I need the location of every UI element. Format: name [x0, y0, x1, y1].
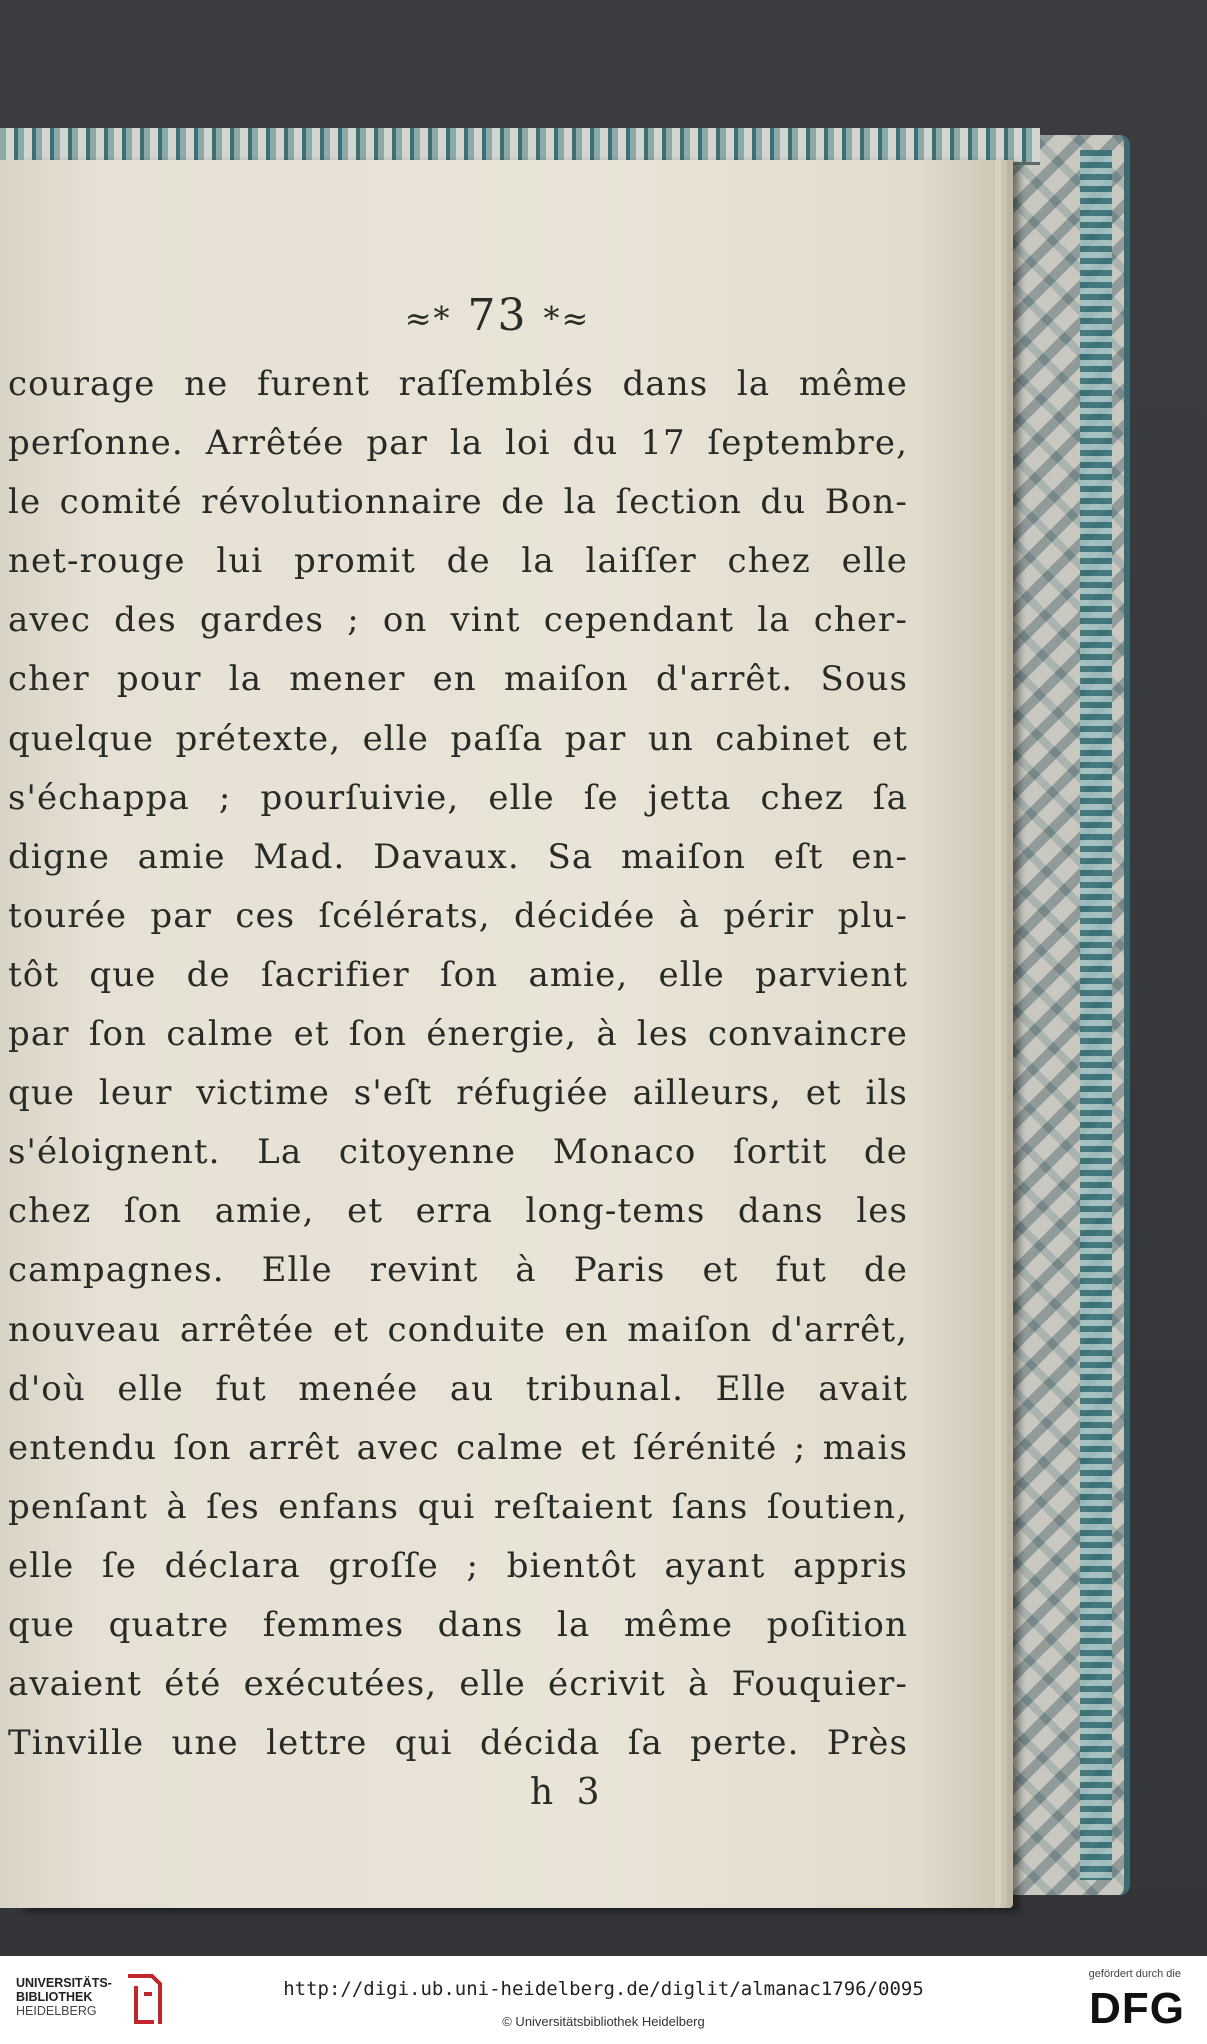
- library-name-line1: UNIVERSITÄTS-: [16, 1976, 112, 1990]
- header-ornament-right: *≈: [543, 299, 591, 338]
- sponsor-note: gefördert durch die: [1088, 1968, 1181, 1980]
- text-line: penſant à ſes enfans qui reſtaient ſans ſoutien,: [8, 1486, 908, 1527]
- cover-spine: [1080, 150, 1112, 1880]
- text-line: tôt que de ſacrifier ſon amie, elle parvient: [8, 954, 908, 995]
- text-line: d'où elle fut menée au tribunal. Elle avait: [8, 1368, 908, 1409]
- text-line: avec des gardes ; on vint cependant la cher-: [8, 600, 908, 641]
- text-line: Tinville une lettre qui décida ſa perte. Près: [8, 1723, 908, 1764]
- text-line: s'éloignent. La citoyenne Monaco ſortit de: [8, 1132, 908, 1173]
- text-line: perſonne. Arrêtée par la loi du 17 ſeptembre,: [8, 423, 908, 464]
- page-number: 73: [467, 290, 528, 341]
- header-ornament-left: ≈*: [404, 299, 452, 338]
- signature-mark: h 3: [530, 1772, 606, 1813]
- dfg-logo: DFG: [1089, 1984, 1185, 2033]
- text-line: net-rouge lui promit de la laiſſer chez elle: [8, 541, 908, 582]
- text-line: elle ſe déclara groſſe ; bientôt ayant appris: [8, 1545, 908, 1586]
- text-line: entendu ſon arrêt avec calme et ſérénité ; mais: [8, 1427, 908, 1468]
- text-line: que leur victime s'eſt réfugiée ailleurs, et ils: [8, 1073, 908, 1114]
- permalink-url[interactable]: http://digi.ub.uni-heidelberg.de/diglit/almanac1796/0095: [283, 1978, 924, 2000]
- text-line: que quatre femmes dans la même poſition: [8, 1604, 908, 1645]
- text-line: s'échappa ; pourſuivie, elle ſe jetta chez ſa: [8, 777, 908, 818]
- text-line: nouveau arrêtée et conduite en maiſon d'arrêt,: [8, 1309, 908, 1350]
- footer-bar: [0, 1956, 1207, 2044]
- text-line: campagnes. Elle revint à Paris et fut de: [8, 1250, 908, 1291]
- text-line: avaient été exécutées, elle écrivit à Fouquier-: [8, 1664, 908, 1705]
- page-header: [0, 290, 995, 341]
- text-line: chez ſon amie, et erra long-tems dans les: [8, 1191, 908, 1232]
- text-line: quelque prétexte, elle paſſa par un cabinet et: [8, 718, 908, 759]
- text-line: par ſon calme et ſon énergie, à les convaincre: [8, 1014, 908, 1055]
- library-name-line2: BIBLIOTHEK: [16, 1990, 93, 2004]
- library-name-line3: HEIDELBERG: [16, 2004, 97, 2018]
- text-line: courage ne furent raſſemblés dans la même: [8, 364, 908, 404]
- text-line: digne amie Mad. Davaux. Sa maiſon eſt en-: [8, 836, 908, 877]
- body-text: [8, 355, 908, 1773]
- text-line: tourée par ces ſcélérats, décidée à périr plu-: [8, 895, 908, 936]
- copyright-notice: © Universitätsbibliothek Heidelberg: [502, 2014, 705, 2029]
- text-line: le comité révolutionnaire de la ſection du Bon-: [8, 482, 908, 523]
- text-line: cher pour la mener en maiſon d'arrêt. Sous: [8, 659, 908, 700]
